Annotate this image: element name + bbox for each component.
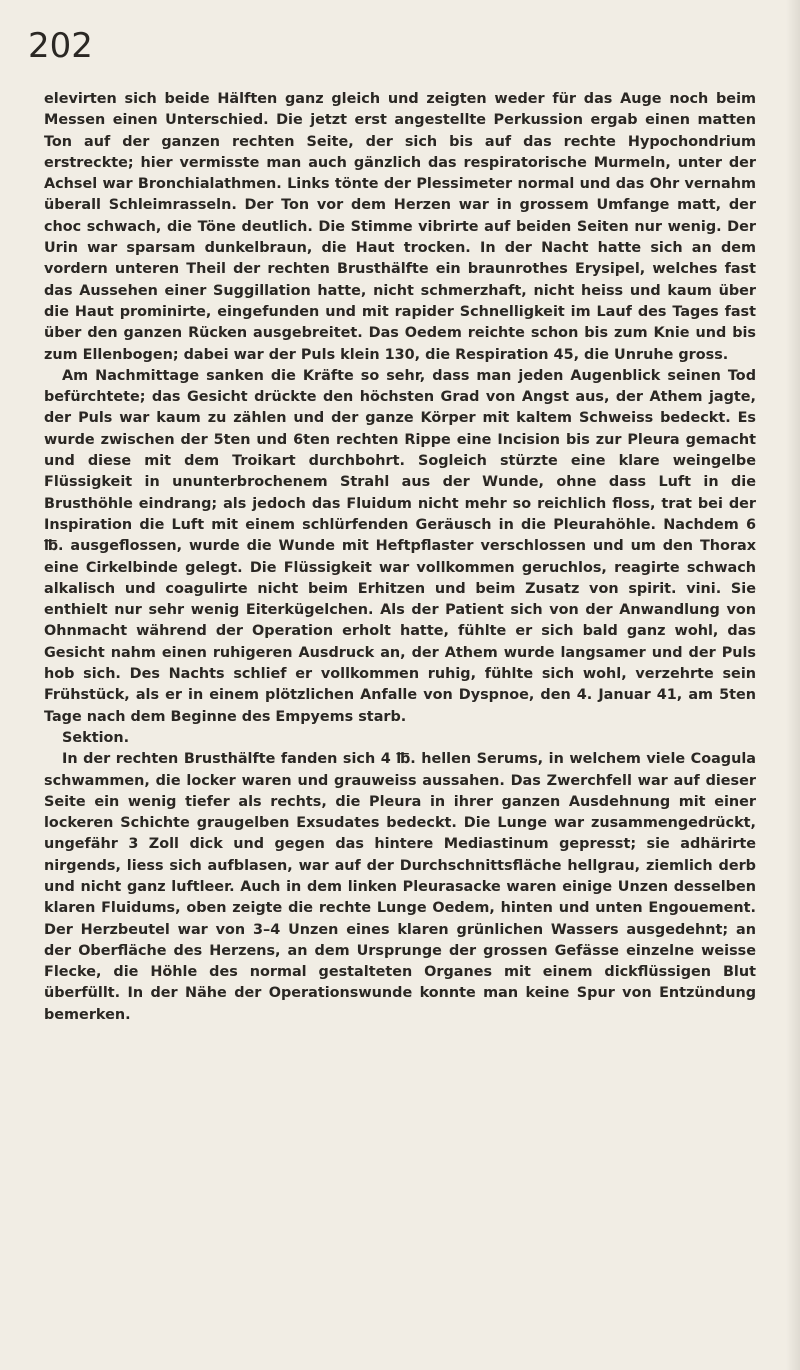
- section-heading: Sektion.: [62, 729, 130, 746]
- page-edge-shadow: [786, 0, 800, 1370]
- paragraph-2: Am Nachmittage sanken die Kräfte so sehr, dass man jeden Augenblick seinen Tod befürchtete; das Gesicht drückte den höchsten Grad von Angst aus, der Athem jagte, der Puls war kaum zu zählen und der ganze Körper mit kaltem Schweiss bedeckt. Es wurde zwischen der 5ten und 6ten rechten Rippe eine Incision bis zur Pleura gemacht und diese mit dem Troikart durchbohrt. Sogleich stürzte eine klare weingelbe Flüssigkeit in ununterbrochenem Strahl aus der Wunde, ohne dass Luft in die Brusthöhle eindrang; als jedoch das Fluidum nicht mehr so reichlich floss, trat bei der Inspiration die Luft mit einem schlürfenden Geräusch in die Pleurahöhle. Nachdem 6 ℔. ausgeflossen, wurde die Wunde mit Heftpflaster verschlossen und um den Thorax eine Cirkelbinde gelegt. Die Flüssigkeit war vollkommen geruchlos, reagirte schwach alkalisch und coagulirte nicht beim Erhitzen und beim Zusatz von spirit. vini. Sie enthielt nur sehr wenig Eiterkügelchen. Als der Patient sich von der Anwandlung von Ohnmacht während der Operation erholt hatte, fühlte er sich bald ganz wohl, das Gesicht nahm einen ruhigeren Ausdruck an, der Athem wurde langsamer und der Puls hob sich. Des Nachts schlief er vollkommen ruhig, fühlte sich wohl, verzehrte sein Frühstück, als er in einem plötzlichen Anfalle von Dyspnoe, den 4. Januar 41, am 5ten Tage nach dem Beginne des Empyems starb.: [44, 367, 756, 725]
- body-text: [44, 89, 756, 1026]
- paragraph-1: elevirten sich beide Hälften ganz gleich und zeigten weder für das Auge noch beim Messen einen Unterschied. Die jetzt erst angestellte Perkussion ergab einen matten Ton auf der ganzen rechten Seite, der sich bis auf das rechte Hypochondrium erstreckte; hier vermisste man auch gänzlich das respiratorische Murmeln, unter der Achsel war Bronchialathmen. Links tönte der Plessimeter normal und das Ohr vernahm überall Schleimrasseln. Der Ton vor dem Herzen war in grossem Umfange matt, der choc schwach, die Töne deutlich. Die Stimme vibrirte auf beiden Seiten nur wenig. Der Urin war sparsam dunkelbraun, die Haut trocken. In der Nacht hatte sich an dem vordern unteren Theil der rechten Brusthälfte ein braunrothes Erysipel, welches fast das Aussehen einer Suggillation hatte, nicht schmerzhaft, nicht heiss und kaum über die Haut prominirte, eingefunden und mit rapider Schnelligkeit im Lauf des Tages fast über den ganzen Rücken ausgebreitet. Das Oedem reichte schon bis zum Knie und bis zum Ellenbogen; dabei war der Puls klein 130, die Respiration 45, die Unruhe gross.: [44, 91, 756, 363]
- page-number: 202: [28, 26, 93, 66]
- paragraph-3: In der rechten Brusthälfte fanden sich 4 ℔. hellen Serums, in welchem viele Coagula schwammen, die locker waren und grauweiss aussahen. Das Zwerchfell war auf dieser Seite ein wenig tiefer als rechts, die Pleura in ihrer ganzen Ausdehnung mit einer lockeren Schichte graugelben Exsudates bedeckt. Die Lunge war zusammengedrückt, ungefähr 3 Zoll dick und gegen das hintere Mediastinum gepresst; sie adhärirte nirgends, liess sich aufblasen, war auf der Durchschnittsfläche hellgrau, ziemlich derb und nicht ganz luftleer. Auch in dem linken Pleurasacke waren einige Unzen desselben klaren Fluidums, oben zeigte die rechte Lunge Oedem, hinten und unten Engouement. Der Herzbeutel war von 3–4 Unzen eines klaren grünlichen Wassers ausgedehnt; an der Oberfläche des Herzens, an dem Ursprunge der grossen Gefässe einzelne weisse Flecke, die Höhle des normal gestalteten Organes mit einem dickflüssigen Blut überfüllt. In der Nähe der Operationswunde konnte man keine Spur von Entzündung bemerken.: [44, 751, 756, 1023]
